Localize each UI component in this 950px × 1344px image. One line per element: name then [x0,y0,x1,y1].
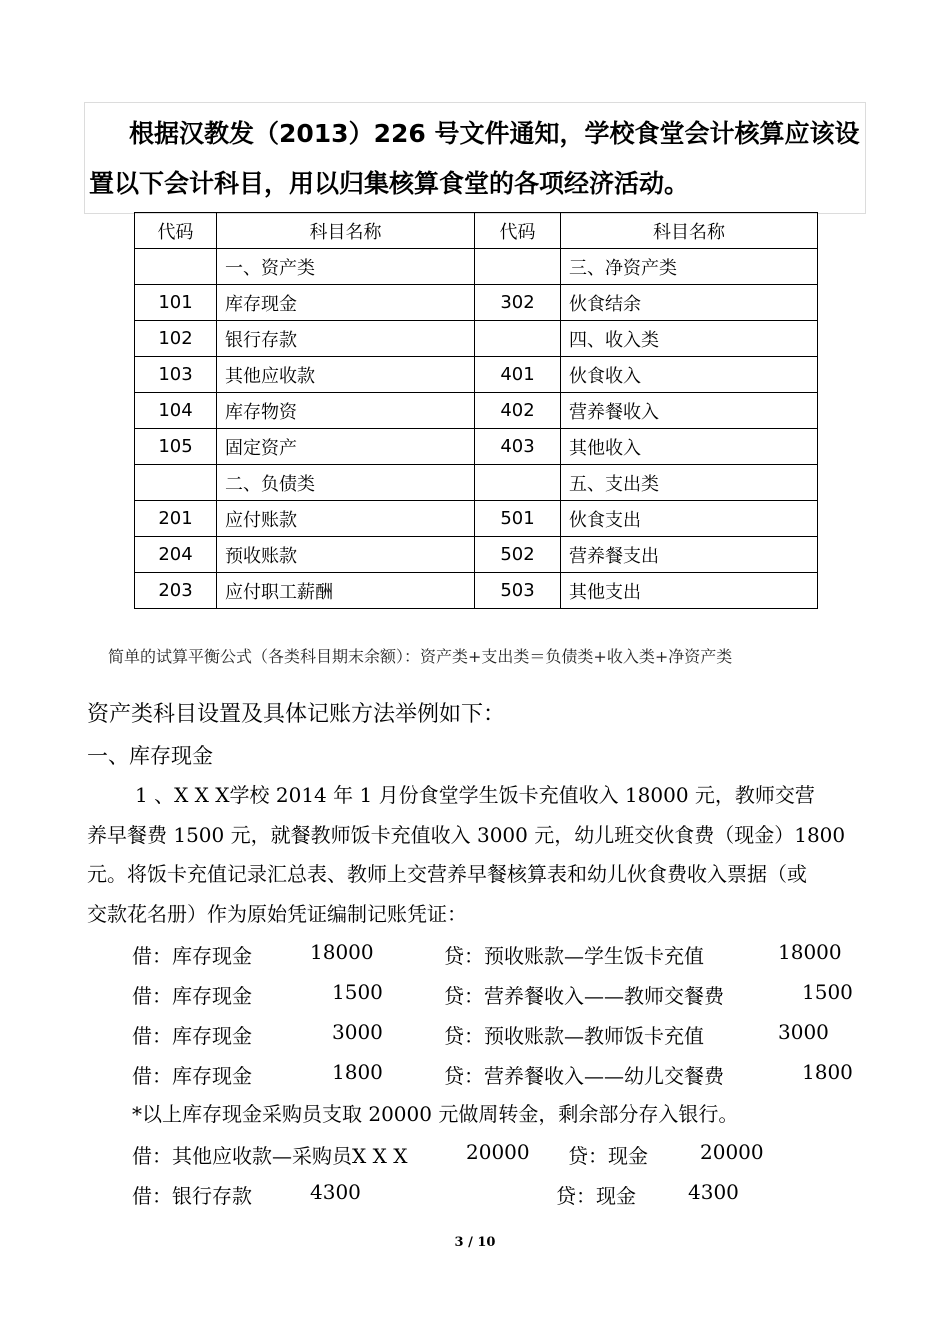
code-cell: 501 [475,501,561,537]
paragraph-line: 交款花名册）作为原始凭证编制记账凭证： [87,901,467,926]
credit-account: 贷：现金 [556,1184,636,1208]
credit-account: 贷：预收账款—学生饭卡充值 [444,944,704,968]
credit-amount: 4300 [688,1180,739,1204]
table-row [135,249,818,285]
journal-entry [132,1060,852,1100]
debit-amount: 1800 [332,1060,383,1084]
code-cell: 104 [135,393,217,429]
name-cell: 伙食结余 [561,285,818,321]
name-cell: 预收账款 [217,537,475,573]
name-cell: 伙食收入 [561,357,818,393]
name-cell: 其他收入 [561,429,818,465]
credit-amount: 1500 [802,980,853,1004]
code-cell: 201 [135,501,217,537]
name-cell: 应付职工薪酬 [217,573,475,609]
table-row [135,465,818,501]
note-text: *以上库存现金采购员支取 20000 元做周转金，剩余部分存入银行。 [132,1102,739,1126]
code-cell: 401 [475,357,561,393]
header-code-left: 代码 [135,213,217,249]
table-row [135,393,818,429]
credit-amount: 20000 [700,1140,764,1164]
name-cell: 三、净资产类 [561,249,818,285]
name-cell: 库存现金 [217,285,475,321]
name-cell: 应付账款 [217,501,475,537]
name-cell: 二、负债类 [217,465,475,501]
account-subjects-table [134,212,818,609]
code-cell: 103 [135,357,217,393]
name-cell: 其他支出 [561,573,818,609]
table-row [135,285,818,321]
code-cell [475,249,561,285]
header-name-right: 科目名称 [561,213,818,249]
credit-amount: 1800 [802,1060,853,1084]
name-cell: 固定资产 [217,429,475,465]
code-cell: 402 [475,393,561,429]
name-cell: 四、收入类 [561,321,818,357]
journal-entry [132,980,852,1020]
name-cell: 一、资产类 [217,249,475,285]
notice-heading [84,102,866,214]
header-code-right: 代码 [475,213,561,249]
section-title: 一、库存现金 [87,744,213,768]
heading-line-2: 置以下会计科目，用以归集核算食堂的各项经济活动。 [89,169,690,198]
code-cell: 403 [475,429,561,465]
table-row [135,429,818,465]
header-name-left: 科目名称 [217,213,475,249]
code-cell: 102 [135,321,217,357]
table-row [135,357,818,393]
credit-account: 贷：预收账款—教师饭卡充值 [444,1024,704,1048]
debit-amount: 3000 [332,1020,383,1044]
table-row [135,501,818,537]
heading-line-1: 根据汉教发（2013）226 号文件通知，学校食堂会计核算应该设 [129,119,860,148]
journal-entry [132,1020,852,1060]
code-cell [475,321,561,357]
table-row [135,321,818,357]
code-cell: 502 [475,537,561,573]
debit-amount: 18000 [310,940,374,964]
code-cell: 204 [135,537,217,573]
credit-account: 贷：现金 [568,1144,648,1168]
table-row [135,537,818,573]
trial-balance-formula: 简单的试算平衡公式（各类科目期末余额）：资产类+支出类＝负债类+收入类+净资产类 [108,647,733,666]
credit-amount: 18000 [778,940,842,964]
name-cell: 其他应收款 [217,357,475,393]
debit-amount: 4300 [310,1180,361,1204]
table-header-row [135,213,818,249]
code-cell: 203 [135,573,217,609]
credit-account: 贷：营养餐收入——教师交餐费 [444,984,724,1008]
debit-account: 借：银行存款 [132,1184,252,1208]
code-cell: 503 [475,573,561,609]
code-cell: 101 [135,285,217,321]
debit-amount: 20000 [466,1140,530,1164]
journal-entry [132,940,852,980]
paragraph-line: 元。将饭卡充值记录汇总表、教师上交营养早餐核算表和幼儿伙食费收入票据（或 [87,862,807,886]
intro-text: 资产类科目设置及具体记账方法举例如下： [87,702,506,727]
debit-account: 借：其他应收款—采购员X X X [132,1144,408,1168]
code-cell: 105 [135,429,217,465]
name-cell: 营养餐收入 [561,393,818,429]
journal-entry [132,1140,852,1180]
debit-account: 借：库存现金 [132,1064,252,1088]
paragraph-line: 养早餐费 1500 元，就餐教师饭卡充值收入 3000 元，幼儿班交伙食费（现金）1800 [87,822,846,847]
page-number: 3 / 10 [454,1235,496,1250]
code-cell [475,465,561,501]
table-row [135,573,818,609]
code-cell [135,465,217,501]
code-cell [135,249,217,285]
debit-account: 借：库存现金 [132,1024,252,1048]
code-cell: 302 [475,285,561,321]
name-cell: 银行存款 [217,321,475,357]
debit-account: 借：库存现金 [132,984,252,1008]
credit-account: 贷：营养餐收入——幼儿交餐费 [444,1064,724,1088]
name-cell: 伙食支出 [561,501,818,537]
paragraph-line: 1 、X X X学校 2014 年 1 月份食堂学生饭卡充值收入 18000 元，教师交营 [135,783,815,807]
name-cell: 营养餐支出 [561,537,818,573]
debit-account: 借：库存现金 [132,944,252,968]
name-cell: 五、支出类 [561,465,818,501]
debit-amount: 1500 [332,980,383,1004]
name-cell: 库存物资 [217,393,475,429]
example-paragraph [87,776,865,934]
journal-entry [132,1180,852,1220]
credit-amount: 3000 [778,1020,829,1044]
